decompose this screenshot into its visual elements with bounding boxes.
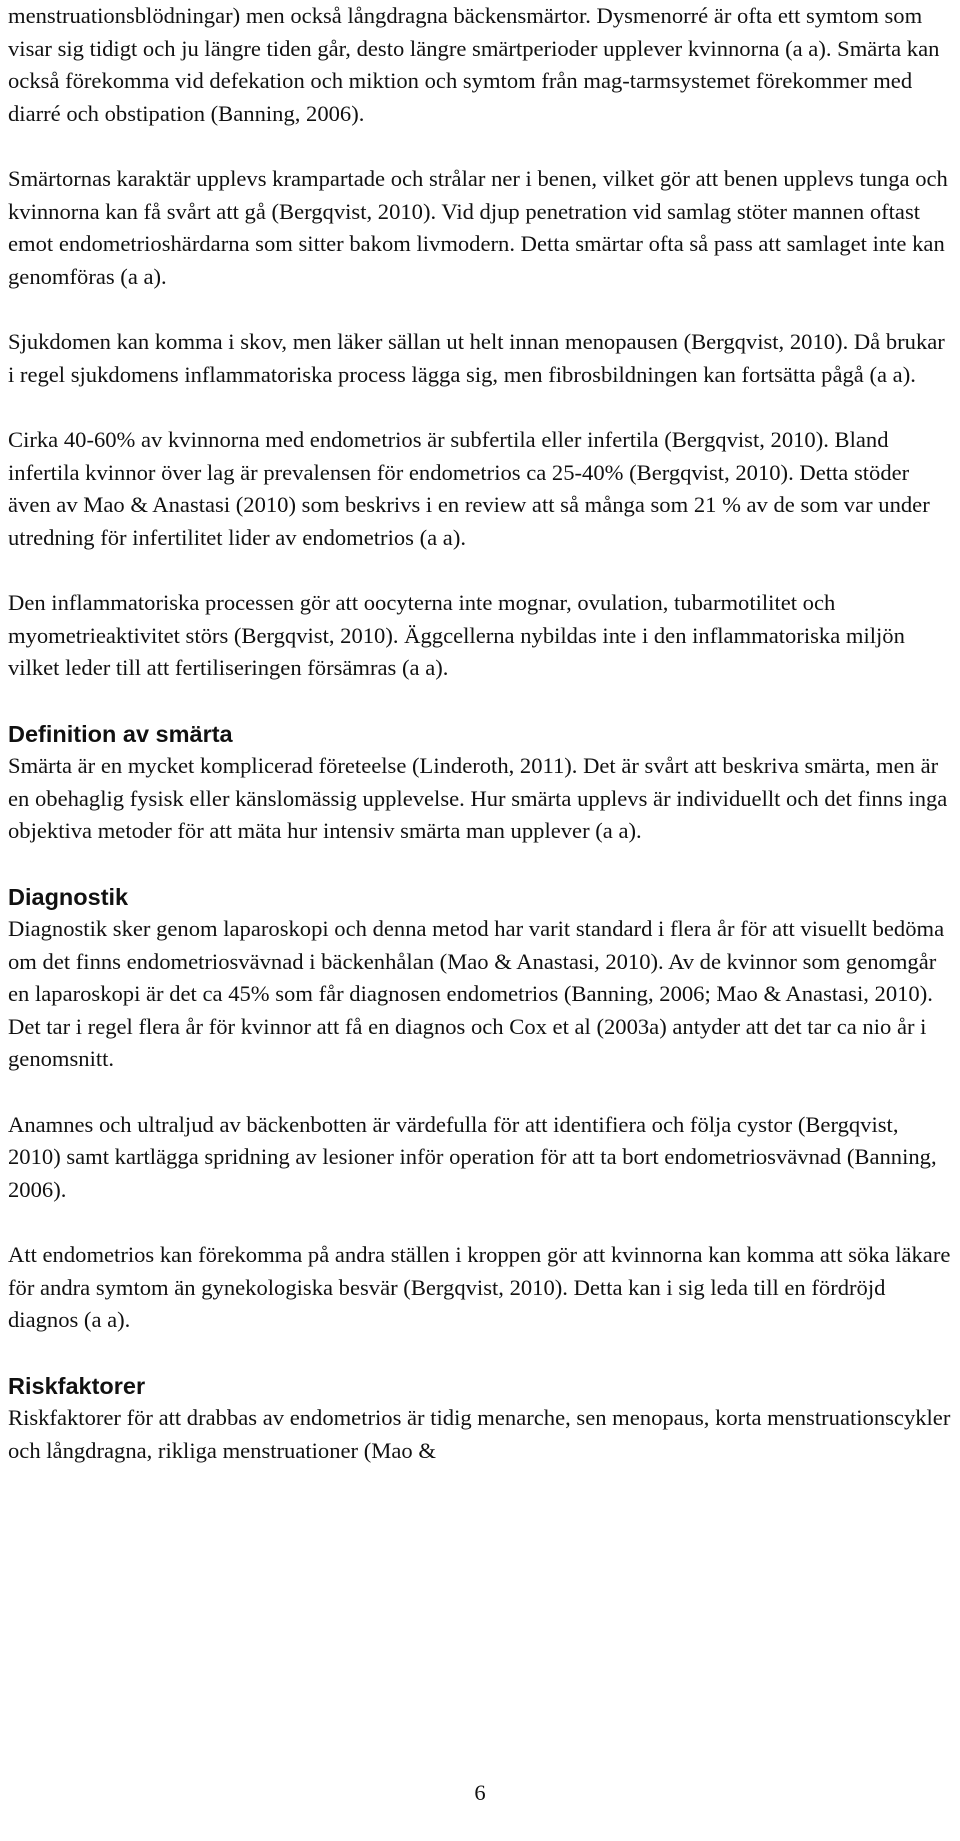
paragraph-diagnostics-laparoscopy: Diagnostik sker genom laparoskopi och denna metod har varit standard i flera år för att visuellt bedöma om det finns endometriosvävnad i bäckenhålan (Mao & Anastasi, 2010). Av de kvinnor som genomgår en laparoskopi är det ca 45% som får diagnosen endometrios (Banning, 2006; Mao & Anastasi, 2010). Det tar i regel flera år för kvinnor att få en diagnos och Cox et al (2003a) antyder att det tar ca nio år i genomsnitt. (8, 916, 945, 1071)
paragraph-gap (8, 1206, 953, 1239)
paragraph-gap (8, 685, 953, 718)
paragraph-definition-pain: Smärta är en mycket komplicerad företeelse (Linderoth, 2011). Det är svårt att beskriva smärta, men är en obehaglig fysisk eller känslomässig upplevelse. Hur smärta upplevs är individuellt och det finns inga objektiva metoder för att mäta hur intensiv smärta man upplever (a a). (8, 753, 948, 843)
paragraph-gap (8, 130, 953, 163)
paragraph-gap (8, 554, 953, 587)
paragraph-pain-character: Smärtornas karaktär upplevs krampartade och strålar ner i benen, vilket gör att benen upplevs tunga och kvinnorna kan få svårt att gå (Bergqvist, 2010). Vid djup penetration vid samlag stöter mannen oftast emot endometrioshärdarna som sitter bakom livmodern. Detta smärtar ofta så pass att samlaget inte kan genomföras (a a). (8, 166, 948, 289)
paragraph-gap (8, 1076, 953, 1109)
document-page (8, 0, 953, 1467)
paragraph-gap (8, 391, 953, 424)
paragraph-diagnostics-delay: Att endometrios kan förekomma på andra ställen i kroppen gör att kvinnorna kan komma att söka läkare för andra symtom än gynekologiska besvär (Bergqvist, 2010). Detta kan i sig leda till en fördröjd diagnos (a a). (8, 1242, 951, 1332)
heading-definition-pain: Definition av smärta (8, 720, 233, 747)
paragraph-gap (8, 293, 953, 326)
heading-diagnostics: Diagnostik (8, 883, 129, 910)
paragraph-diagnostics-ultrasound: Anamnes och ultraljud av bäckenbotten är värdefulla för att identifiera och följa cystor (Bergqvist, 2010) samt kartlägga spridning av lesioner inför operation för att ta bort endometriosvävnad (Banning, 2006). (8, 1111, 937, 1202)
heading-risk-factors: Riskfaktorer (8, 1372, 146, 1399)
paragraph-infertility: Cirka 40-60% av kvinnorna med endometrios är subfertila eller infertila (Bergqvist, 2010). Bland infertila kvinnor över lag är prevalensen för endometrios ca 25-40% (Bergqvist, 2010). Detta stöder även av Mao & Anastasi (2010) som beskrivs i en review att så många som 21 % av de som var under utredning för infertilitet lider av endometrios (a a). (8, 427, 930, 550)
paragraph-dysmenorrhea: menstruationsblödningar) men också långdragna bäckensmärtor. Dysmenorré är ofta ett symtom som visar sig tidigt och ju längre tiden går, desto längre smärtperioder upplever kvinnorna (a a). Smärta kan också förekomma vid defekation och miktion och symtom från mag-tarmsystemet förekommer med diarré och obstipation (Banning, 2006). (8, 3, 940, 126)
paragraph-disease-course: Sjukdomen kan komma i skov, men läker sällan ut helt innan menopausen (Bergqvist, 2010). Då brukar i regel sjukdomens inflammatoriska process lägga sig, men fibrosbildningen kan fortsätta pågå (a a). (8, 329, 945, 387)
page-number: 6 (474, 1780, 486, 1805)
paragraph-inflammation: Den inflammatoriska processen gör att oocyterna inte mognar, ovulation, tubarmotilitet och myometrieaktivitet störs (Bergqvist, 2010). Äggcellerna nybildas inte i den inflammatoriska miljön vilket leder till att fertiliseringen försämras (a a). (8, 590, 905, 680)
paragraph-risk-factors: Riskfaktorer för att drabbas av endometrios är tidig menarche, sen menopaus, korta menstruationscykler och långdragna, rikliga menstruationer (Mao & (8, 1405, 951, 1463)
paragraph-gap (8, 1337, 953, 1370)
paragraph-gap (8, 848, 953, 881)
